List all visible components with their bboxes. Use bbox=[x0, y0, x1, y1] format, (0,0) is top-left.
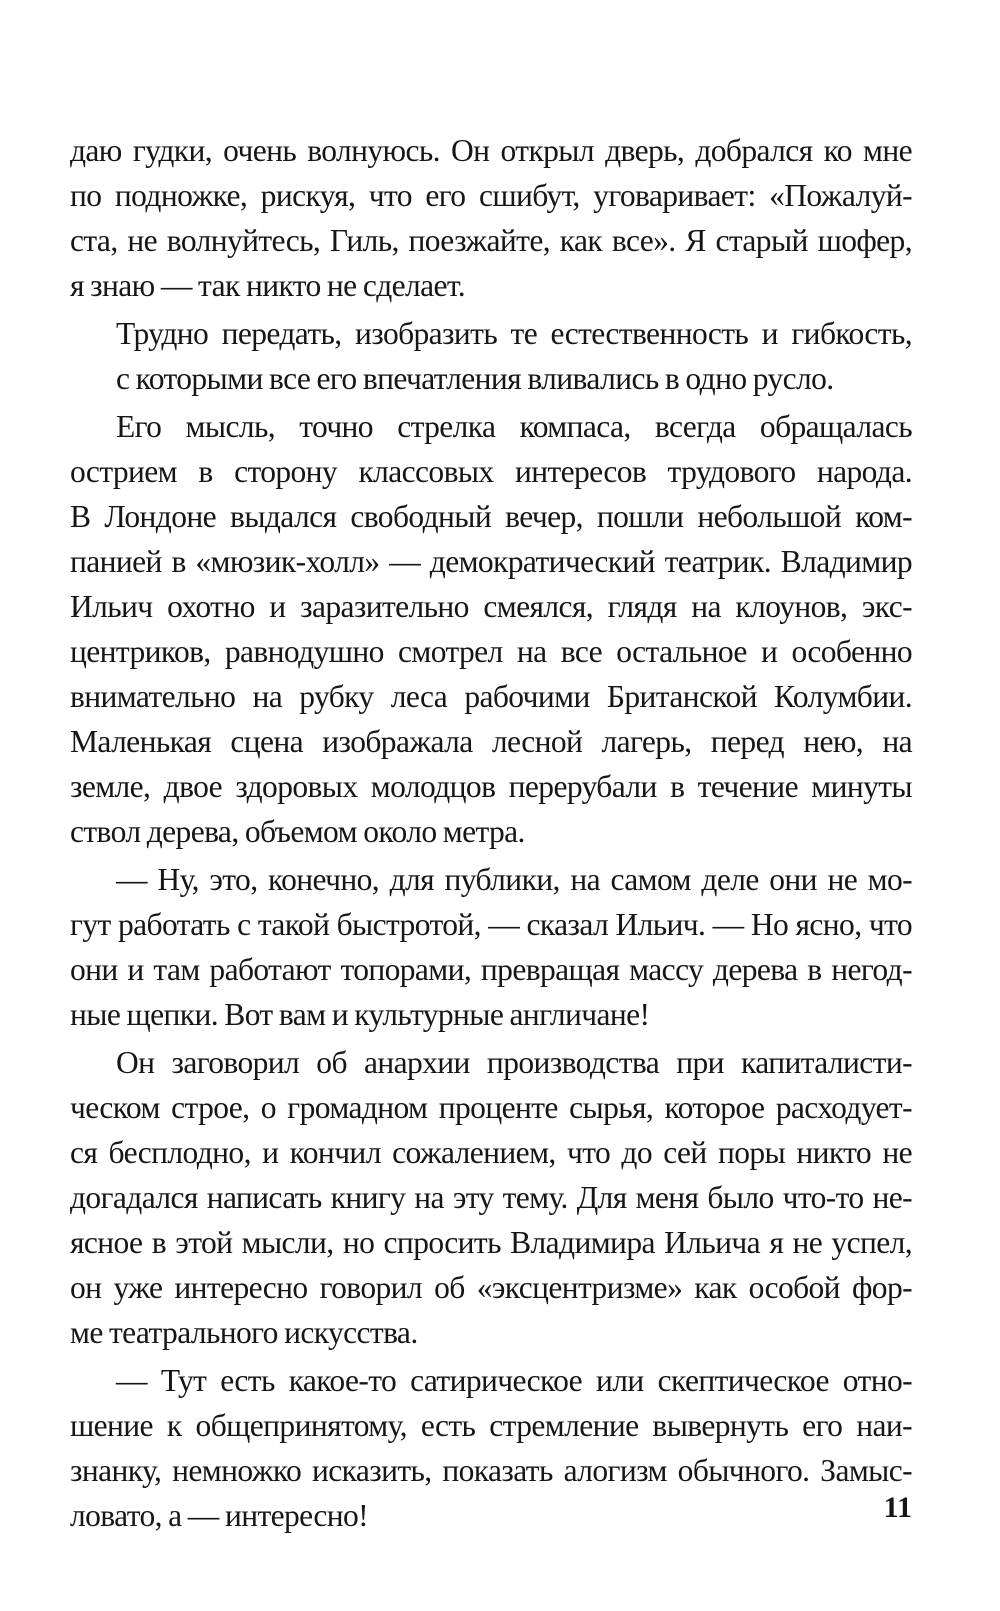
text-line: он уже интересно говорил об «эксцентризме» как особой фор- bbox=[70, 1270, 912, 1305]
text-line: шение к общепринятому, есть стремление вывернуть его наи- bbox=[70, 1408, 912, 1443]
text-line: ме театрального искусства. bbox=[70, 1315, 418, 1350]
text-line: догадался написать книгу на эту тему. Для меня было что-то не- bbox=[70, 1180, 912, 1215]
text-line: ческом строе, о громадном проценте сырья, которое расходует- bbox=[70, 1090, 912, 1125]
text-line: я знаю — так никто не сделает. bbox=[70, 268, 465, 303]
text-line: Ильич охотно и заразительно смеялся, глядя на клоунов, экс- bbox=[70, 589, 912, 624]
text-line: Трудно передать, изобразить те естественность и гибкость, bbox=[116, 316, 912, 351]
text-line: знанку, немножко исказить, показать алогизм обычного. Замыс- bbox=[70, 1453, 912, 1488]
text-line: Его мысль, точно стрелка компаса, всегда обращалась bbox=[116, 409, 912, 444]
text-line: по подножке, рискуя, что его сшибут, уговаривает: «Пожалуй- bbox=[70, 178, 912, 213]
text-line: земле, двое здоровых молодцов перерубали в течение минуты bbox=[70, 769, 912, 804]
text-line: ясное в этой мысли, но спросить Владимира Ильича я не успел, bbox=[70, 1225, 912, 1260]
body-text bbox=[70, 128, 912, 1538]
text-line: центриков, равнодушно смотрел на все остальное и особенно bbox=[70, 634, 912, 669]
text-line: они и там работают топорами, превращая массу дерева в негод- bbox=[70, 952, 912, 987]
text-line: Маленькая сцена изображала лесной лагерь, перед нею, на bbox=[70, 724, 912, 759]
text-line: с которыми все его впечатления вливались в одно русло. bbox=[116, 361, 834, 396]
text-line: внимательно на рубку леса рабочими Британской Колумбии. bbox=[70, 679, 912, 714]
text-line: панией в «мюзик-холл» — демократический театрик. Владимир bbox=[70, 544, 912, 579]
text-line: ловато, а — интересно! bbox=[70, 1498, 369, 1533]
page-number: 11 bbox=[883, 1491, 912, 1524]
text-line: гут работать с такой быстротой, — сказал Ильич. — Но ясно, что bbox=[70, 907, 912, 942]
text-line: — Тут есть какое-то сатирическое или скептическое отно- bbox=[116, 1363, 912, 1398]
text-line: ста, не волнуйтесь, Гиль, поезжайте, как все». Я старый шофер, bbox=[70, 223, 912, 258]
text-line: Он заговорил об анархии производства при капиталисти- bbox=[116, 1045, 912, 1080]
text-line: даю гудки, очень волнуюсь. Он открыл дверь, добрался ко мне bbox=[70, 133, 912, 168]
text-line: — Ну, это, конечно, для публики, на самом деле они не мо- bbox=[116, 862, 912, 897]
text-line: острием в сторону классовых интересов трудового народа. bbox=[70, 454, 912, 489]
text-line: ствол дерева, объемом около метра. bbox=[70, 814, 525, 849]
text-line: ные щепки. Вот вам и культурные англичане! bbox=[70, 997, 650, 1032]
text-line: ся бесплодно, и кончил сожалением, что до сей поры никто не bbox=[70, 1135, 912, 1170]
text-line: В Лондоне выдался свободный вечер, пошли небольшой ком- bbox=[70, 499, 912, 534]
